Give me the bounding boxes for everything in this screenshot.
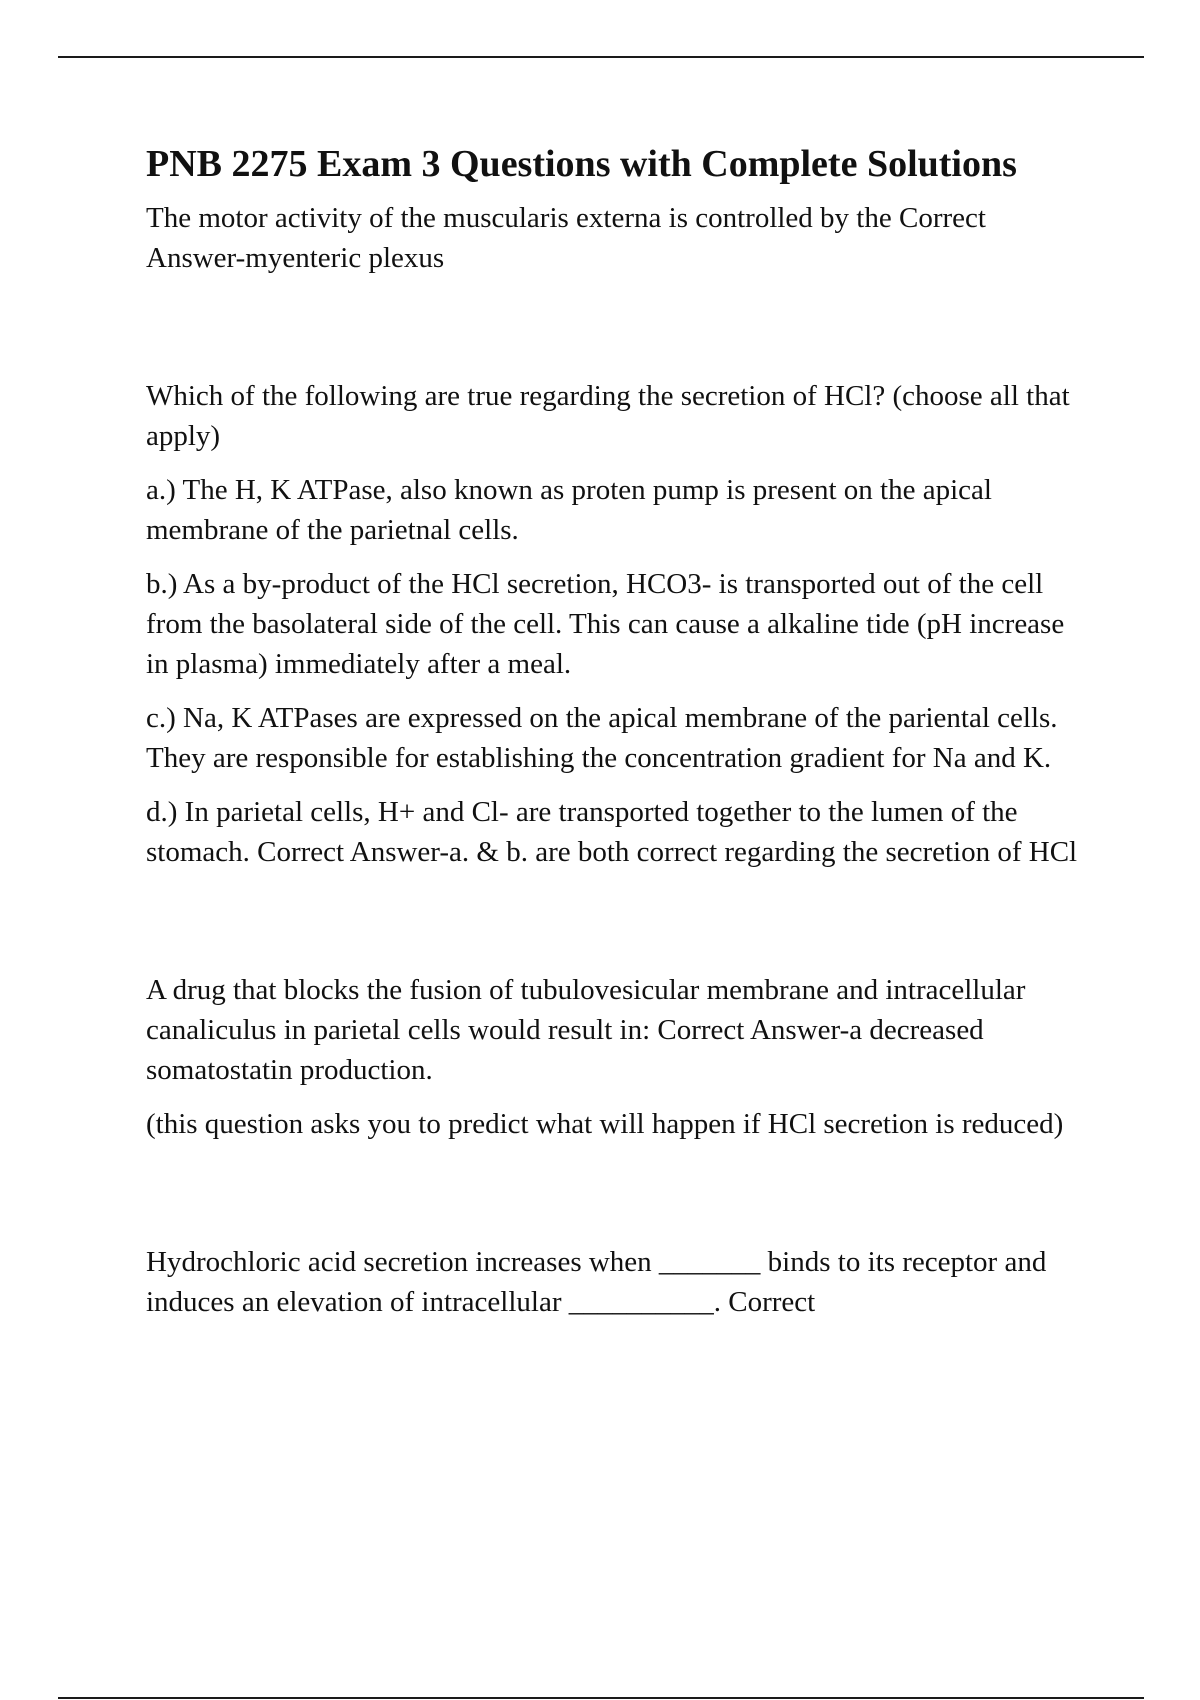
question-4: Hydrochloric acid secretion increases when _______ binds to its receptor and induces an elevation of intracellular __________. Correct: [146, 1246, 1047, 1318]
question-3-note: (this question asks you to predict what will happen if HCl secretion is reduced): [146, 1108, 1064, 1140]
document-title: PNB 2275 Exam 3 Questions with Complete Solutions: [146, 143, 1017, 185]
document-body: [146, 140, 1086, 1336]
question-3: A drug that blocks the fusion of tubulovesicular membrane and intracellular canaliculus in parietal cells would result in: Correct Answer-a decreased somatostatin production.: [146, 974, 1026, 1086]
footer-rule: [58, 1697, 1144, 1699]
question-1: The motor activity of the muscularis externa is controlled by the Correct Answer-myenteric plexus: [146, 202, 986, 274]
header-rule: [58, 56, 1144, 58]
question-2-option-a: a.) The H, K ATPase, also known as proten pump is present on the apical membrane of the parietnal cells.: [146, 474, 992, 546]
question-2-option-c: c.) Na, K ATPases are expressed on the apical membrane of the pariental cells. They are responsible for establishing the concentration gradient for Na and K.: [146, 702, 1058, 774]
question-2: Which of the following are true regarding the secretion of HCl? (choose all that apply): [146, 380, 1070, 452]
question-2-option-b: b.) As a by-product of the HCl secretion, HCO3- is transported out of the cell from the basolateral side of the cell. This can cause a alkaline tide (pH increase in plasma) immediately after a meal.: [146, 568, 1065, 680]
question-2-option-d: d.) In parietal cells, H+ and Cl- are transported together to the lumen of the stomach. Correct Answer-a. & b. are both correct regarding the secretion of HCl: [146, 796, 1078, 868]
